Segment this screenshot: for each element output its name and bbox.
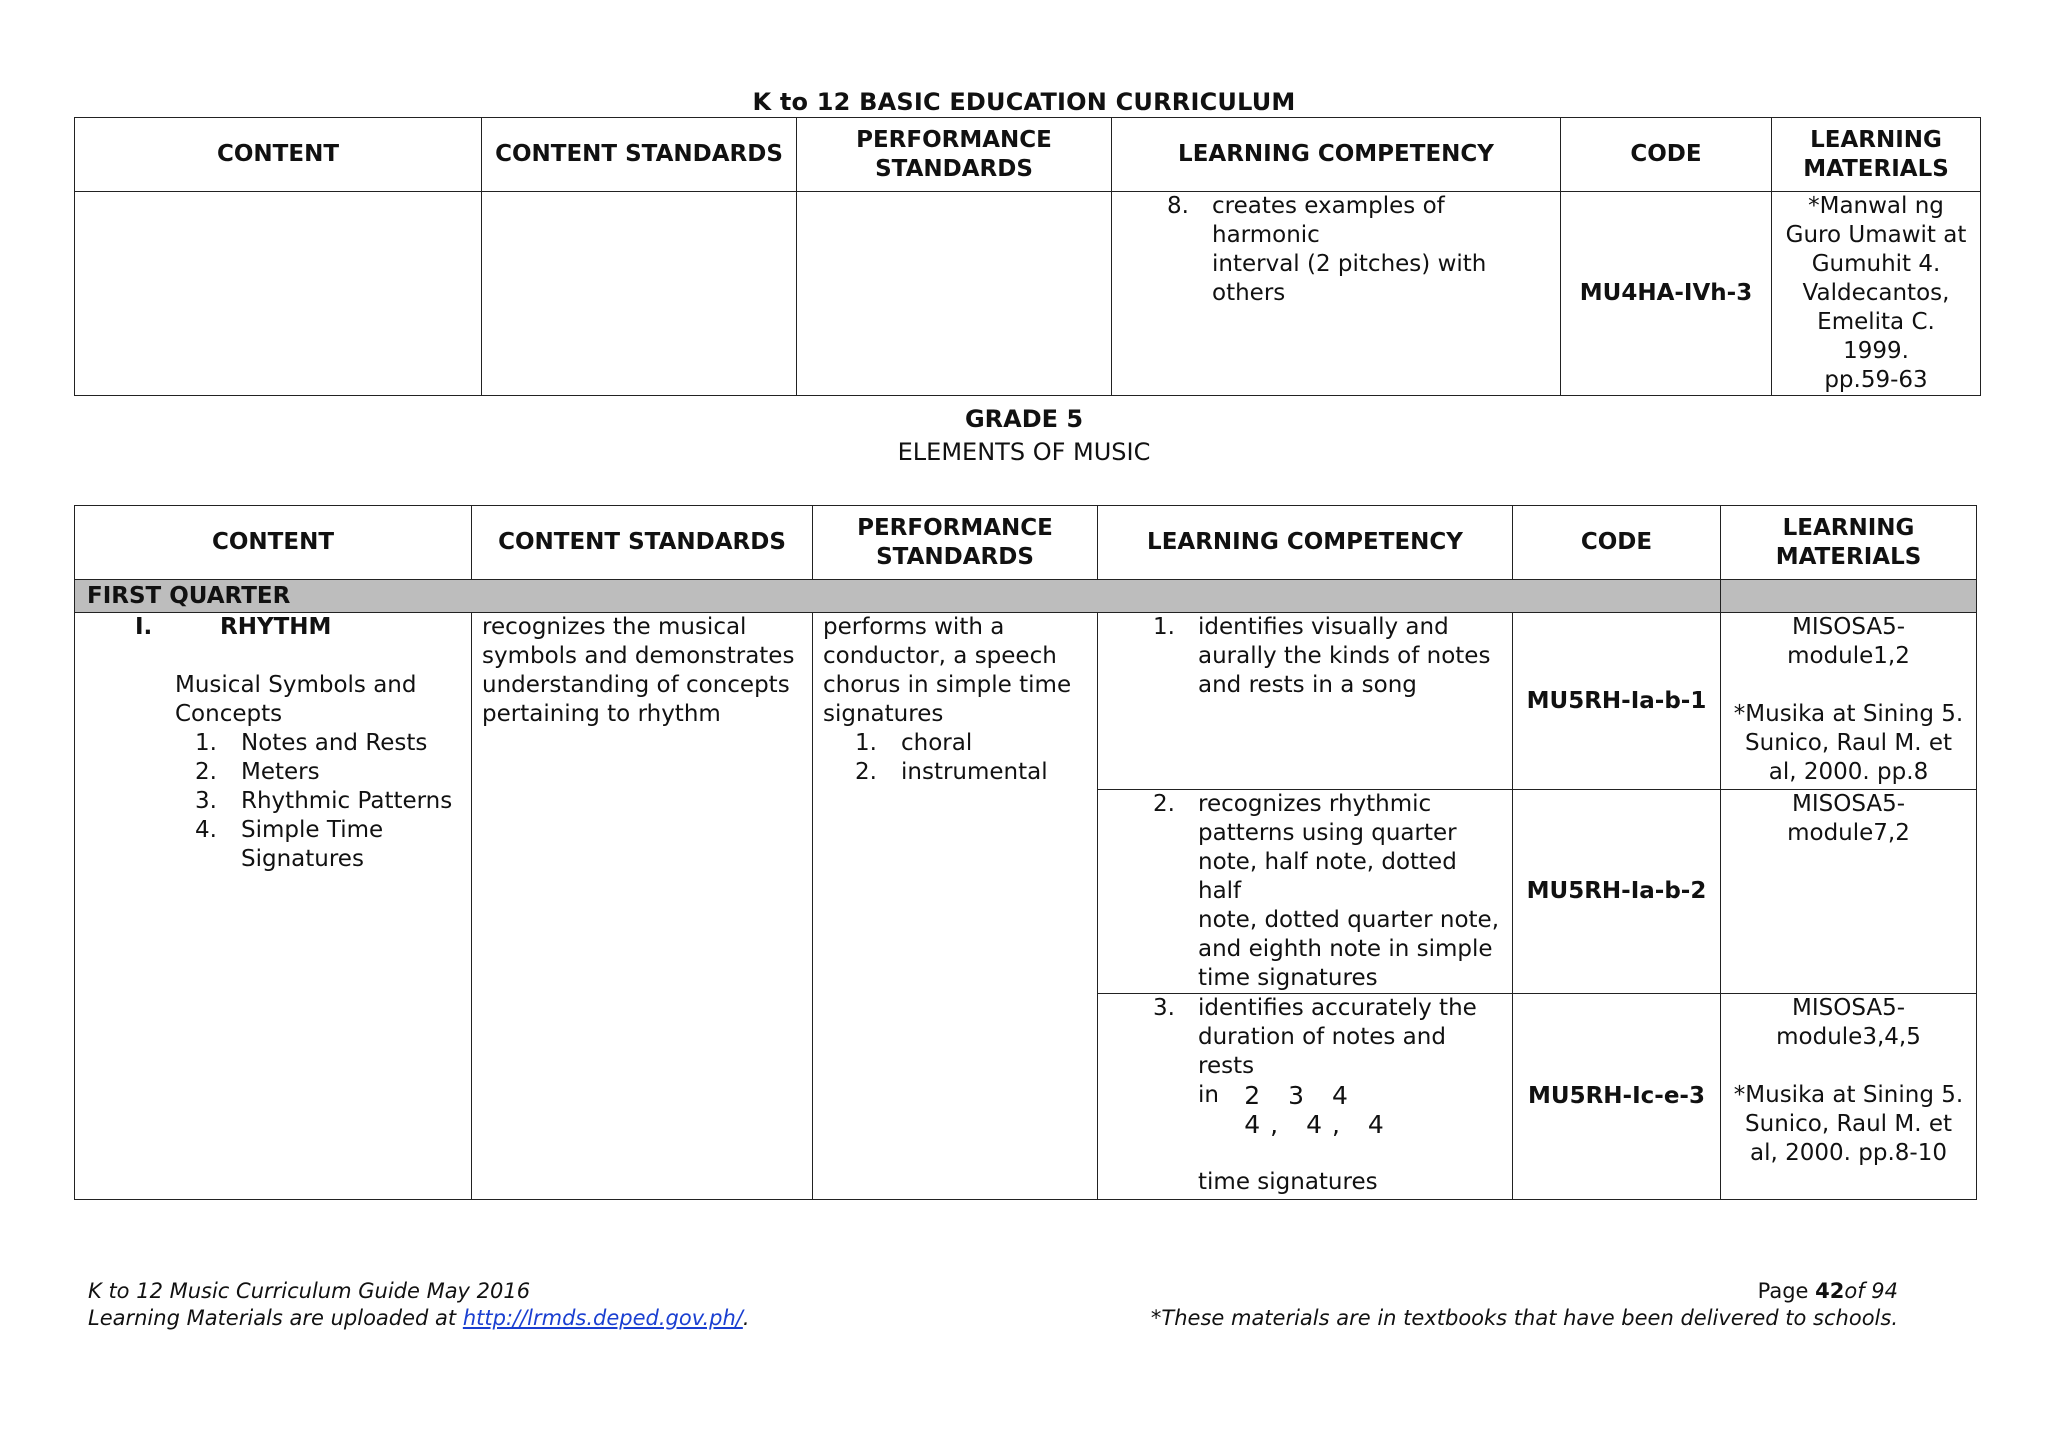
quarter-row xyxy=(75,580,1977,613)
code-cell: MU4HA-IVh-3 xyxy=(1561,192,1772,396)
grade-title: GRADE 5 xyxy=(964,405,1084,433)
header-learning-competency: LEARNING COMPETENCY xyxy=(1098,506,1513,580)
list-item: 1. choral xyxy=(855,730,973,756)
footer-uploaded: Learning Materials are uploaded at http://lrmds.deped.gov.ph/. xyxy=(88,1306,750,1330)
performance-standards-cell xyxy=(797,192,1112,396)
code-cell: MU5RH-Ia-b-2 xyxy=(1513,790,1721,994)
materials-cell: MISOSA5- module7,2 xyxy=(1721,790,1977,994)
footer-right xyxy=(1151,1278,1898,1332)
table-row xyxy=(75,613,1977,790)
footer-left xyxy=(88,1278,750,1332)
content-standards-cell: recognizes the musical symbols and demonstrates understanding of concepts pertaining to rhythm xyxy=(472,613,813,1200)
roman-numeral: I. xyxy=(135,614,153,640)
competency-cell: 2. recognizes rhythmic patterns using quarter note, half note, dotted half note, dotted quarter note, and eighth note in simple time signatures xyxy=(1098,790,1513,994)
materials-cell: *Manwal ng Guro Umawit at Gumuhit 4. Valdecantos, Emelita C. 1999. pp.59-63 xyxy=(1772,192,1981,396)
header-content: CONTENT xyxy=(75,506,472,580)
header-performance-standards: PERFORMANCE STANDARDS xyxy=(813,506,1098,580)
header-performance-standards: PERFORMANCE STANDARDS xyxy=(797,118,1112,192)
materials-cell: MISOSA5- module3,4,5 *Musika at Sining 5. Sunico, Raul M. et al, 2000. pp.8-10 xyxy=(1721,994,1977,1200)
content-subheading: Concepts xyxy=(175,701,283,727)
header-code: CODE xyxy=(1561,118,1772,192)
competency-cell xyxy=(1112,192,1561,396)
list-item: 2. Meters xyxy=(195,759,320,785)
curriculum-table-grade5 xyxy=(74,505,1977,1200)
lrmds-link[interactable]: http://lrmds.deped.gov.ph/ xyxy=(462,1306,743,1330)
list-item: Signatures xyxy=(241,846,364,872)
list-item: 1. Notes and Rests xyxy=(195,730,428,756)
page-number: Page 42of 94 xyxy=(1757,1279,1898,1303)
content-cell xyxy=(75,192,482,396)
grade-subtitle: ELEMENTS OF MUSIC xyxy=(897,438,1151,466)
quarter-label: FIRST QUARTER xyxy=(75,580,1721,613)
header-learning-competency: LEARNING COMPETENCY xyxy=(1112,118,1561,192)
materials-cell: MISOSA5- module1,2 *Musika at Sining 5. Sunico, Raul M. et al, 2000. pp.8 xyxy=(1721,613,1977,790)
competency-number: 8. xyxy=(1167,193,1189,219)
header-code: CODE xyxy=(1513,506,1721,580)
table-header-row xyxy=(75,506,1977,580)
competency-cell: 1. identifies visually and aurally the kinds of notes and rests in a song xyxy=(1098,613,1513,790)
footer-guide: K to 12 Music Curriculum Guide May 2016 xyxy=(88,1279,531,1303)
list-item: 4. Simple Time xyxy=(195,817,384,843)
list-item: 2. instrumental xyxy=(855,759,1048,785)
competency-text: creates examples of harmonic xyxy=(1212,193,1445,248)
quarter-blank xyxy=(1721,580,1977,613)
footer-note: *These materials are in textbooks that have been delivered to schools. xyxy=(1150,1306,1898,1330)
content-subheading: Musical Symbols and xyxy=(175,672,417,698)
competency-cell: 3. identifies accurately the duration of notes and rests in 2 3 4 4, 4, 4 time signatures xyxy=(1098,994,1513,1200)
table-row xyxy=(75,192,1981,396)
time-signature: 2 3 4 4, 4, 4 xyxy=(1244,1081,1394,1139)
content-cell xyxy=(75,613,472,1200)
header-content-standards: CONTENT STANDARDS xyxy=(472,506,813,580)
competency-text: interval (2 pitches) with others xyxy=(1212,251,1487,306)
content-heading: RHYTHM xyxy=(220,614,332,640)
header-learning-materials: LEARNING MATERIALS xyxy=(1721,506,1977,580)
table-header-row xyxy=(75,118,1981,192)
page-title: K to 12 BASIC EDUCATION CURRICULUM xyxy=(752,88,1296,116)
curriculum-table-grade4 xyxy=(74,117,1981,396)
list-item: 3. Rhythmic Patterns xyxy=(195,788,453,814)
header-content-standards: CONTENT STANDARDS xyxy=(482,118,797,192)
content-standards-cell xyxy=(482,192,797,396)
performance-standards-cell: performs with a conductor, a speech chorus in simple time signatures 1. choral 2. instrumental xyxy=(813,613,1098,1200)
header-learning-materials: LEARNING MATERIALS xyxy=(1772,118,1981,192)
header-content: CONTENT xyxy=(75,118,482,192)
code-cell: MU5RH-Ia-b-1 xyxy=(1513,613,1721,790)
code-cell: MU5RH-Ic-e-3 xyxy=(1513,994,1721,1200)
